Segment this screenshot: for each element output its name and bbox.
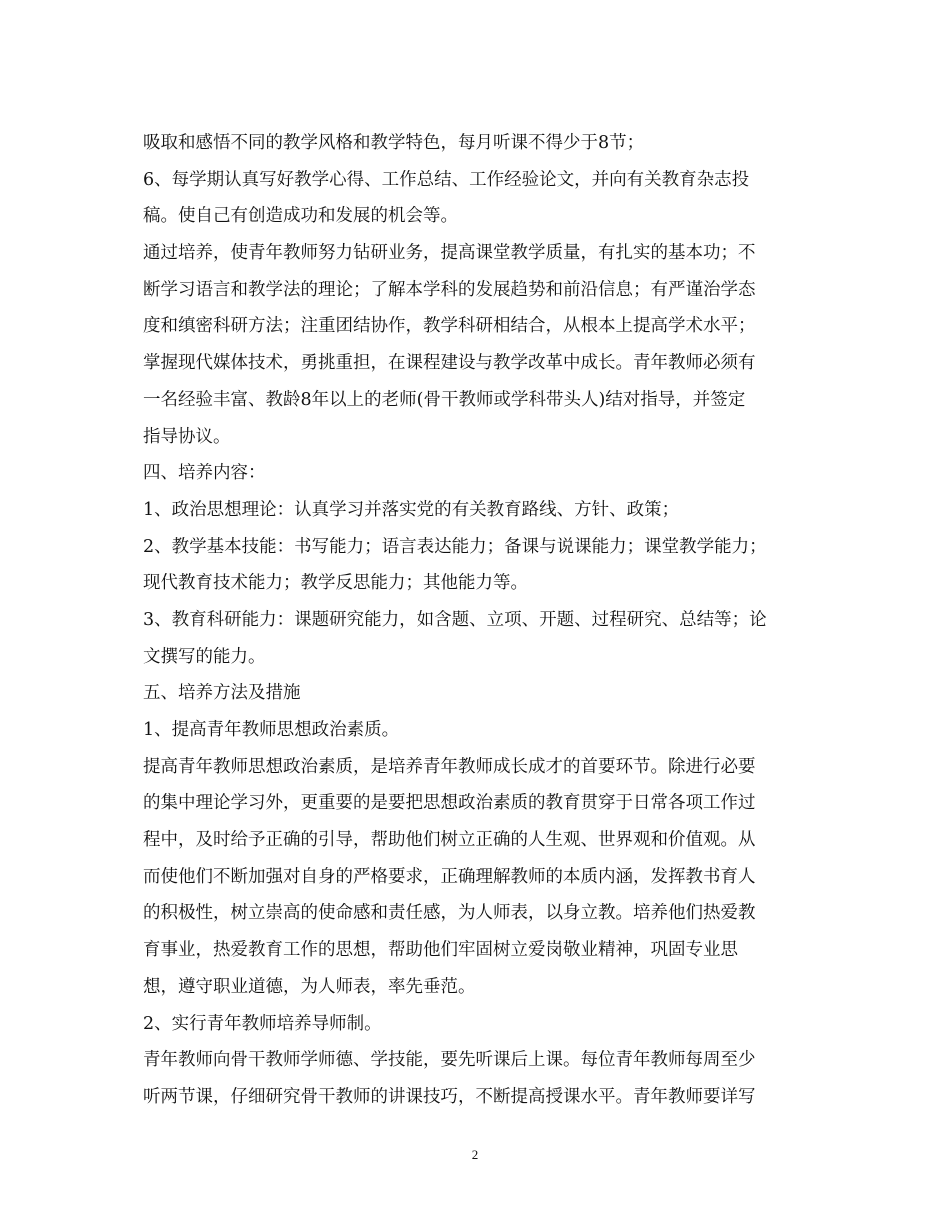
text-line: 而使他们不断加强对自身的严格要求，正确理解教师的本质内涵，发挥教书育人 xyxy=(143,866,756,887)
text-line: 提高青年教师思想政治素质，是培养青年教师成长成才的首要环节。除进行必要 xyxy=(143,756,756,777)
page-number: 2 xyxy=(471,1147,479,1162)
text-line: 育事业，热爱教育工作的思想，帮助他们牢固树立爱岗敬业精神，巩固专业思 xyxy=(143,940,738,961)
text-line: 一名经验丰富、教龄8年以上的老师(骨干教师或学科带头人)结对指导，并签定 xyxy=(143,389,746,410)
text-line: 6、每学期认真写好教学心得、工作总结、工作经验论文，并向有关教育杂志投 xyxy=(143,169,750,190)
section-heading: 四、培养内容： xyxy=(143,463,266,484)
section-heading: 五、培养方法及措施 xyxy=(143,683,301,704)
text-line: 青年教师向骨干教师学师德、学技能，要先听课后上课。每位青年教师每周至少 xyxy=(143,1050,756,1071)
document-body xyxy=(143,125,813,1116)
text-line: 断学习语言和教学法的理论；了解本学科的发展趋势和前沿信息；有严谨治学态 xyxy=(143,279,756,300)
text-line: 文撰写的能力。 xyxy=(143,646,266,667)
text-line: 通过培养，使青年教师努力钻研业务，提高课堂教学质量，有扎实的基本功；不 xyxy=(143,243,756,264)
text-line: 的积极性，树立崇高的使命感和责任感，为人师表，以身立教。培养他们热爱教 xyxy=(143,903,756,924)
text-line: 现代教育技术能力；教学反思能力；其他能力等。 xyxy=(143,573,528,594)
text-line: 吸取和感悟不同的教学风格和教学特色，每月听课不得少于8节； xyxy=(143,133,645,153)
text-line: 掌握现代媒体技术，勇挑重担，在课程建设与教学改革中成长。青年教师必须有 xyxy=(143,353,756,374)
text-line: 指导协议。 xyxy=(143,426,231,447)
text-line: 想，遵守职业道德，为人师表，率先垂范。 xyxy=(143,976,476,997)
text-line: 2、教学基本技能：书写能力；语言表达能力；备课与说课能力；课堂教学能力； xyxy=(143,536,767,557)
text-line: 3、教育科研能力：课题研究能力，如含题、立项、开题、过程研究、总结等；论 xyxy=(143,609,767,630)
text-line: 1、政治思想理论：认真学习并落实党的有关教育路线、方针、政策； xyxy=(143,499,680,520)
subsection-heading: 1、提高青年教师思想政治素质。 xyxy=(143,720,400,740)
text-line: 的集中理论学习外，更重要的是要把思想政治素质的教育贯穿于日常各项工作过 xyxy=(143,793,756,814)
text-line: 稿。使自己有创造成功和发展的机会等。 xyxy=(143,206,458,227)
text-line: 听两节课，仔细研究骨干教师的讲课技巧，不断提高授课水平。青年教师要详写 xyxy=(143,1086,756,1107)
text-line: 度和缜密科研方法；注重团结协作，教学科研相结合，从根本上提高学术水平； xyxy=(143,316,756,337)
subsection-heading: 2、实行青年教师培养导师制。 xyxy=(143,1013,382,1034)
text-line: 程中，及时给予正确的引导，帮助他们树立正确的人生观、世界观和价值观。从 xyxy=(143,830,756,851)
